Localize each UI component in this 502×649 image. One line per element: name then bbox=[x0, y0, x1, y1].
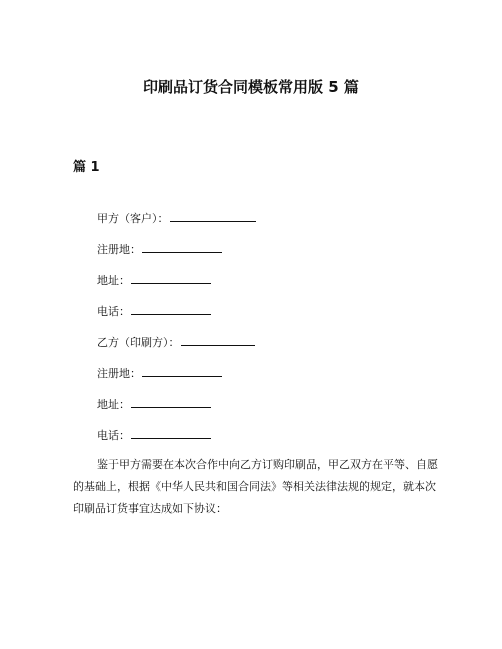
fill-blank bbox=[181, 334, 255, 346]
party-a-phone-field bbox=[97, 303, 211, 320]
section-heading: 篇 1 bbox=[73, 160, 100, 175]
field-label: 注册地： bbox=[97, 367, 141, 380]
party-a-registered-address-field bbox=[97, 241, 222, 258]
fill-blank bbox=[142, 365, 222, 377]
party-b-phone-field bbox=[97, 427, 211, 444]
fill-blank bbox=[131, 396, 211, 408]
fill-blank bbox=[142, 241, 222, 253]
field-label: 地址： bbox=[97, 274, 130, 287]
fill-blank bbox=[131, 303, 211, 315]
party-b-registered-address-field bbox=[97, 365, 222, 382]
party-a-address-field bbox=[97, 272, 211, 289]
field-label: 乙方（印刷方）： bbox=[97, 336, 180, 349]
field-label: 注册地： bbox=[97, 243, 141, 256]
document-title: 印刷品订货合同模板常用版 5 篇 bbox=[143, 78, 359, 96]
party-a-name-field bbox=[97, 210, 256, 227]
field-label: 地址： bbox=[97, 398, 130, 411]
fill-blank bbox=[131, 272, 211, 284]
preamble-paragraph: 鉴于甲方需要在本次合作中向乙方订购印刷品，甲乙双方在平等、自愿的基础上，根据《中华人民共和国合同法》等相关法律法规的规定，就本次印刷品订货事宜达成如下协议： bbox=[73, 458, 438, 515]
party-b-address-field bbox=[97, 396, 211, 413]
fill-blank bbox=[131, 427, 211, 439]
party-b-name-field bbox=[97, 334, 255, 351]
field-label: 甲方（客户）： bbox=[97, 212, 169, 225]
field-label: 电话： bbox=[97, 429, 130, 442]
fill-blank bbox=[170, 210, 256, 222]
field-label: 电话： bbox=[97, 305, 130, 318]
